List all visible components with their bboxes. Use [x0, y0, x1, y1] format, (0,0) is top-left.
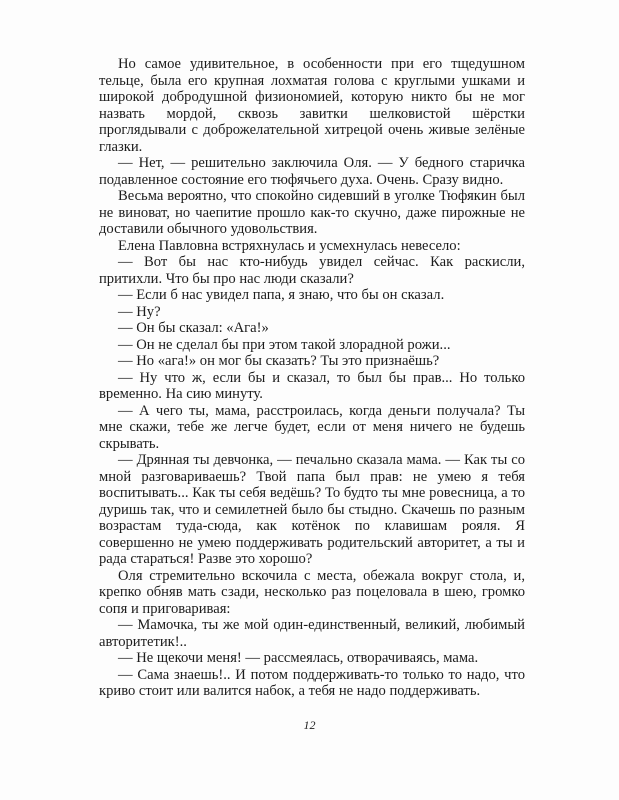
paragraph: — Вот бы нас кто-нибудь увидел сейчас. Как раскисли, притихли. Что бы про нас люди сказали? [99, 254, 525, 287]
paragraph: — Не щекочи меня! — рассмеялась, отворачиваясь, мама. [118, 650, 479, 666]
paragraph: — Ну что ж, если бы и сказал, то был бы прав... Но только временно. На сию минуту. [99, 369, 525, 402]
paragraph: — Ну? [118, 303, 161, 320]
paragraph: — Нет, — решительно заключила Оля. — У бедного старичка подавленное состояние его тюфячьего духа. Очень. Сразу видно. [99, 155, 525, 188]
paragraph: — Если б нас увидел папа, я знаю, что бы он сказал. [118, 287, 445, 303]
page-number: 12 [303, 718, 316, 732]
paragraph: — А чего ты, мама, расстроилась, когда деньги получала? Ты мне скажи, тебе же легче будет, если от меня ничего не будешь скрывать. [99, 402, 525, 452]
body-text [99, 56, 525, 700]
paragraph: — Он бы сказал: «Ага!» [118, 320, 269, 336]
paragraph: — Но «ага!» он мог бы сказать? Ты это признаёшь? [118, 353, 440, 369]
paragraph: Оля стремительно вскочила с места, обежала вокруг стола, и, крепко обняв мать сзади, несколько раз поцеловала в шею, громко сопя и приговаривая: [99, 567, 525, 617]
paragraph: Елена Павловна встряхнулась и усмехнулась невесело: [118, 237, 461, 254]
paragraph: — Дрянная ты девчонка, — печально сказала мама. — Как ты со мной разговариваешь? Твой папа был прав: не умею я тебя воспитывать... Как ты себя ведёшь? То будто ты мне ровесница, а то дуришь так, что и семилетней было бы стыдно. Скачешь по разным возрастам туда-сюда, как котёнок по клавишам рояля. Я совершенно не умею поддерживать родительский авторитет, а ты и рада стараться! Разве это хорошо? [99, 452, 525, 567]
paragraph: — Он не сделал бы при этом такой злорадной рожи... [118, 336, 451, 353]
paragraph: Но самое удивительное, в особенности при его тщедушном тельце, была его крупная лохматая голова с круглыми ушками и широкой добродушной физиономией, которую никто бы не мог назвать мордой, сквозь завитки шелковистой шёрстки проглядывали с доброжелательной хитрецой очень живые зелёные глазки. [99, 56, 525, 155]
paragraph: Весьма вероятно, что спокойно сидевший в уголке Тюфякин был не виноват, но чаепитие прошло как-то скучно, даже пирожные не доставили обычного удовольствия. [99, 188, 525, 237]
paragraph: — Мамочка, ты же мой один-единственный, великий, любимый авторитетик!.. [99, 617, 525, 650]
paragraph: — Сама знаешь!.. И потом поддерживать-то только то надо, что криво стоит или валится набок, а тебя не надо поддерживать. [99, 666, 525, 699]
